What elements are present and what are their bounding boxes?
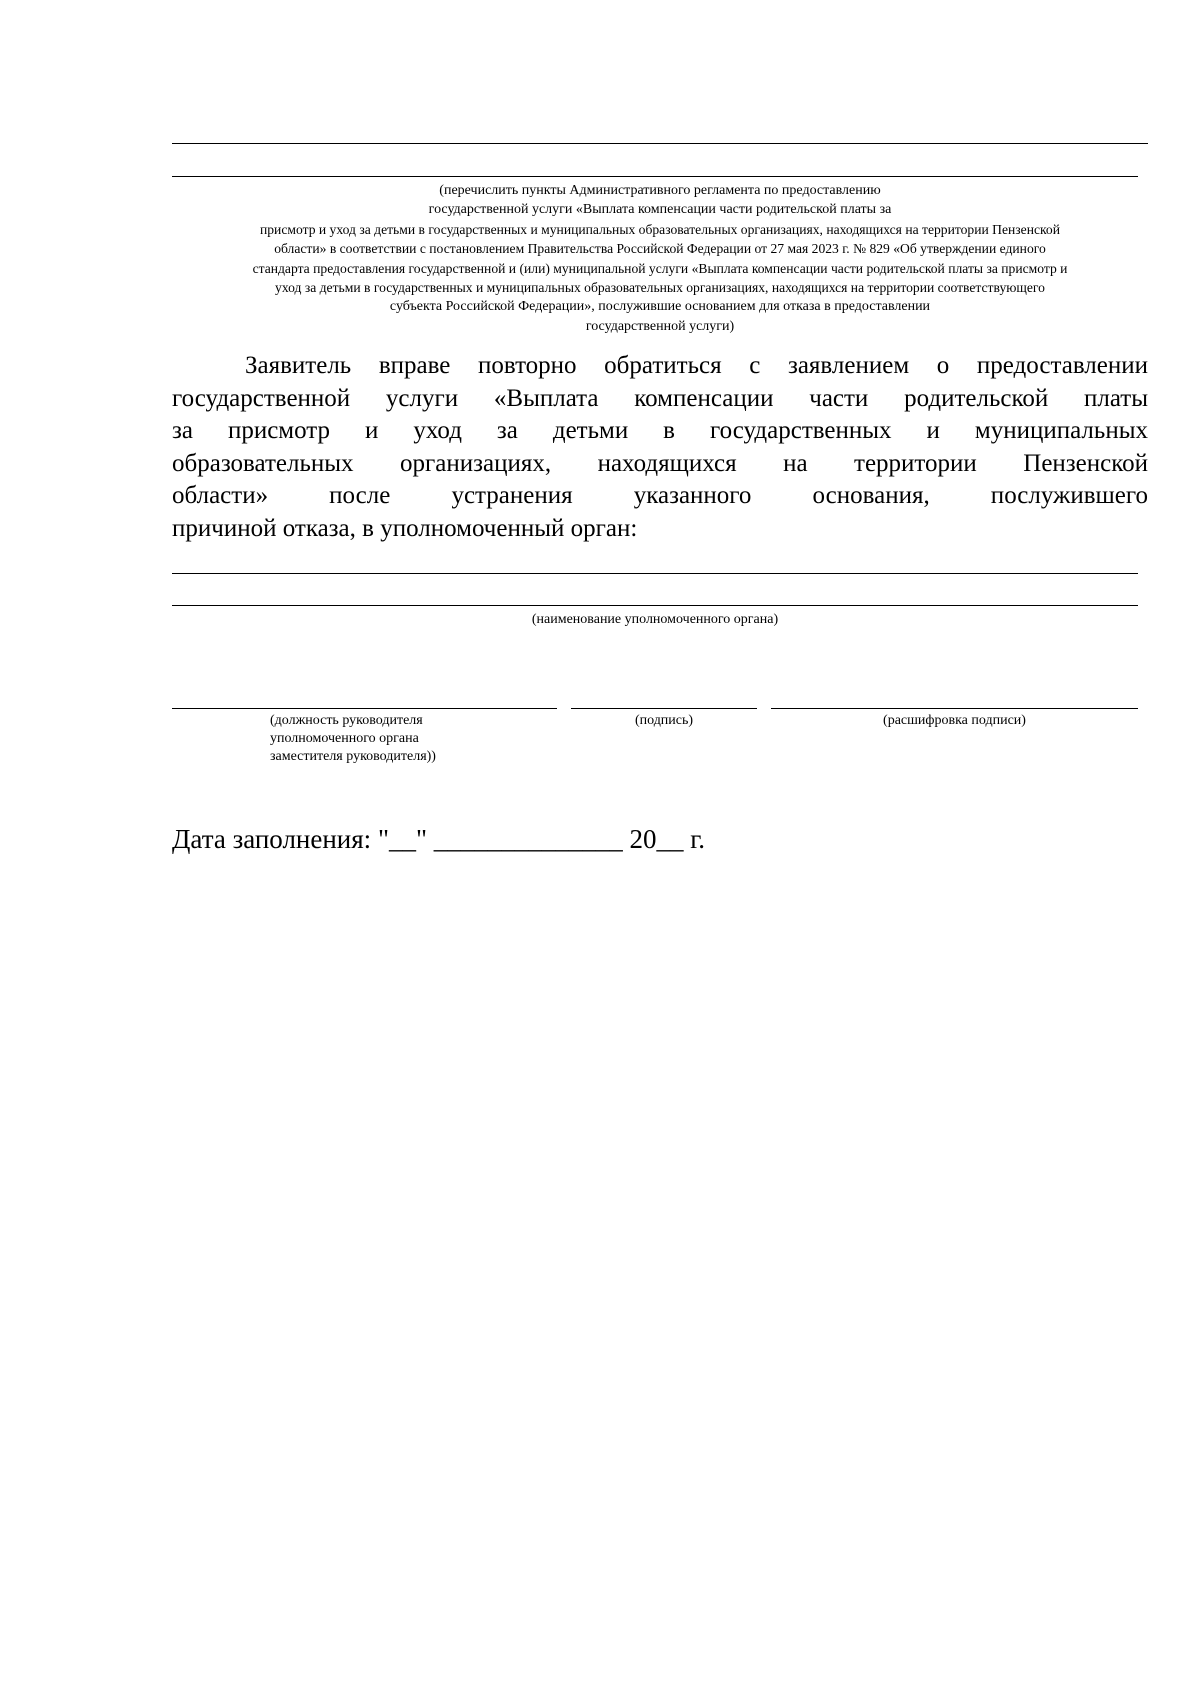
position-caption-line: заместителя руководителя))	[270, 749, 436, 764]
position-caption	[270, 712, 436, 766]
main-paragraph-line: за присмотр и уход за детьми в государственных и муниципальных	[172, 417, 1148, 445]
blank-line-authority-1	[172, 573, 1138, 574]
blank-line-decoding	[771, 708, 1138, 709]
main-paragraph-line: государственной услуги «Выплата компенсации части родительской платы	[172, 384, 1148, 412]
main-paragraph	[172, 350, 1148, 546]
enumerate-note-line: уход за детьми в государственных и муниципальных образовательных организациях, находящихся на территории соответствующего	[275, 280, 1045, 296]
enumerate-note-line: субъекта Российской Федерации», послужившие основанием для отказа в предоставлении	[389, 299, 931, 315]
position-caption-line: (должность руководителя	[270, 713, 423, 728]
enumerate-note-line: государственной услуги)	[585, 318, 735, 334]
main-paragraph-line: области» после устранения указанного основания, послужившего	[172, 482, 1148, 510]
enumerate-note-line: государственной услуги «Выплата компенсации части родительской платы за	[428, 202, 892, 218]
fill-date-year: 20__ г.	[629, 824, 706, 854]
main-paragraph-line: Заявитель вправе повторно обратиться с заявлением о предоставлении	[245, 352, 1148, 379]
enumerate-note-line: стандарта предоставления государственной и (или) муниципальной услуги «Выплата компенсации части родительской платы за присмотр и	[252, 260, 1068, 276]
enumerate-note-line: присмотр и уход за детьми в государственных и муниципальных образовательных организациях, находящихся на территории Пензенской	[259, 221, 1060, 237]
blank-line-signature	[571, 708, 757, 709]
fill-date-day-field[interactable]: "__"	[377, 824, 427, 854]
fill-date-month-field[interactable]: ______________	[433, 824, 623, 854]
enumerate-note-line: области» в соответствии с постановлением Правительства Российской Федерации от 27 мая 2023 г. № 829 «Об утверждении единого	[274, 241, 1046, 257]
decoding-caption: (расшифровка подписи)	[883, 713, 1026, 728]
enumerate-note	[172, 181, 1148, 336]
authority-caption: (наименование уполномоченного органа)	[531, 612, 779, 627]
fill-date-label: Дата заполнения:	[172, 824, 372, 854]
blank-line-position	[172, 708, 557, 709]
signature-caption: (подпись)	[634, 713, 694, 728]
position-caption-line: уполномоченного органа	[270, 731, 419, 746]
blank-line-top-1	[172, 143, 1148, 144]
fill-date	[172, 822, 705, 856]
main-paragraph-line: образовательных организациях, находящихся на территории Пензенской	[172, 449, 1148, 477]
main-paragraph-line: причиной отказа, в уполномоченный орган:	[172, 514, 638, 542]
blank-line-authority-2	[172, 605, 1138, 606]
enumerate-note-line: (перечислить пункты Административного регламента по предоставлению	[439, 183, 881, 198]
blank-line-top-2	[172, 176, 1138, 177]
